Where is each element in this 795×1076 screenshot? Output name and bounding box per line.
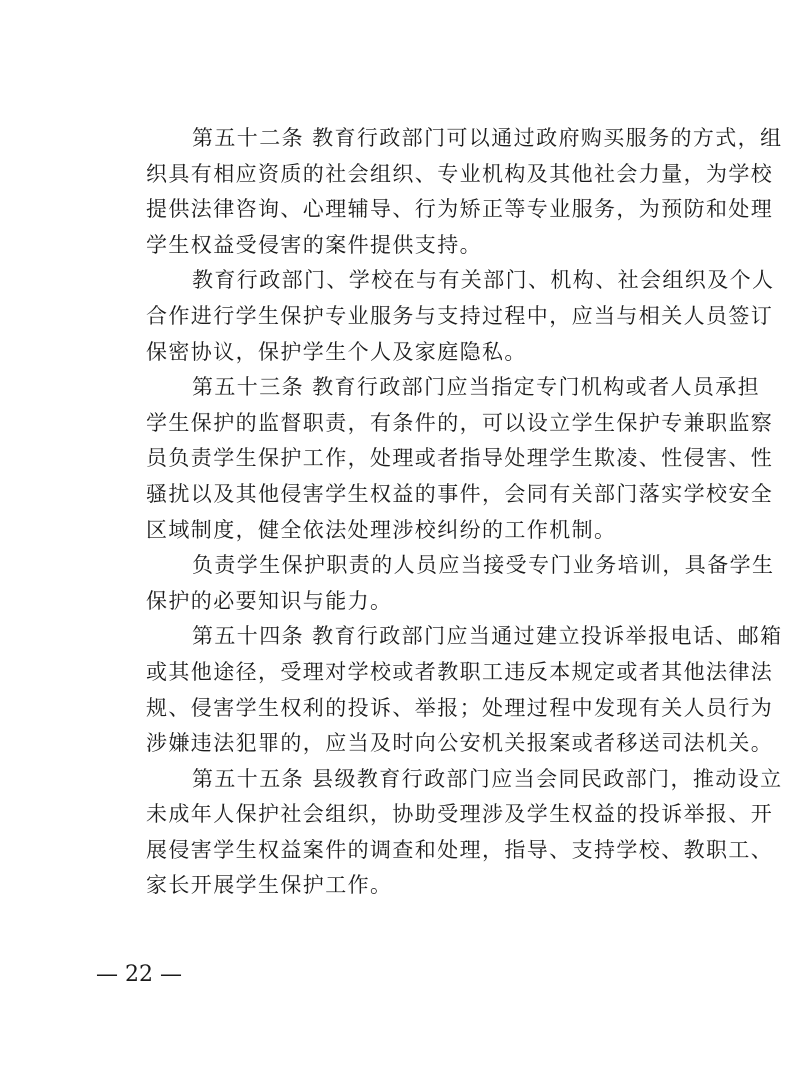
text-line: 第五十四条 教育行政部门应当通过建立投诉举报电话、邮箱 xyxy=(192,624,783,649)
text-line: 提供法律咨询、心理辅导、行为矫正等专业服务，为预防和处理 xyxy=(146,197,774,222)
text-line: 员负责学生保护工作，处理或者指导处理学生欺凌、性侵害、性 xyxy=(146,446,774,471)
text-line: 涉嫌违法犯罪的，应当及时向公安机关报案或者移送司法机关。 xyxy=(146,731,774,756)
document-body xyxy=(100,121,783,904)
text-line: 第五十二条 教育行政部门可以通过政府购买服务的方式，组 xyxy=(192,126,783,150)
article-52-second-paragraph xyxy=(100,263,775,370)
text-line: 或其他途径，受理对学校或者教职工违反本规定或者其他法律法 xyxy=(146,659,774,684)
text-line: 教育行政部门、学校在与有关部门、机构、社会组织及个人 xyxy=(192,268,775,293)
article-53-paragraph xyxy=(100,370,774,548)
text-line: 骚扰以及其他侵害学生权益的事件，会同有关部门落实学校安全 xyxy=(146,481,774,506)
text-line: 展侵害学生权益案件的调查和处理，指导、支持学校、教职工、 xyxy=(146,837,774,862)
text-line: 规、侵害学生权利的投诉、举报；处理过程中发现有关人员行为 xyxy=(146,695,774,720)
text-line: 区域制度，健全依法处理涉校纠纷的工作机制。 xyxy=(146,517,617,542)
text-line: 第五十五条 县级教育行政部门应当会同民政部门，推动设立 xyxy=(192,766,783,791)
text-line: 学生保护的监督职责，有条件的，可以设立学生保护专兼职监察 xyxy=(146,410,774,435)
text-line: 保密协议，保护学生个人及家庭隐私。 xyxy=(146,339,527,364)
text-line: 未成年人保护社会组织，协助受理涉及学生权益的投诉举报、开 xyxy=(146,802,774,827)
page-number: — 22 — xyxy=(96,962,182,987)
text-line: 负责学生保护职责的人员应当接受专门业务培训，具备学生 xyxy=(192,553,775,578)
text-line: 学生权益受侵害的案件提供支持。 xyxy=(146,232,482,257)
text-line: 织具有相应资质的社会组织、专业机构及其他社会力量，为学校 xyxy=(146,161,774,186)
article-53-second-paragraph xyxy=(100,548,775,619)
text-line: 合作进行学生保护专业服务与支持过程中，应当与相关人员签订 xyxy=(146,303,774,328)
text-line: 家长开展学生保护工作。 xyxy=(146,873,393,898)
article-54-paragraph xyxy=(100,619,783,761)
article-55-paragraph xyxy=(100,762,783,904)
article-52-paragraph xyxy=(100,121,783,263)
text-line: 保护的必要知识与能力。 xyxy=(146,588,393,613)
text-line: 第五十三条 教育行政部门应当指定专门机构或者人员承担 xyxy=(192,375,761,400)
